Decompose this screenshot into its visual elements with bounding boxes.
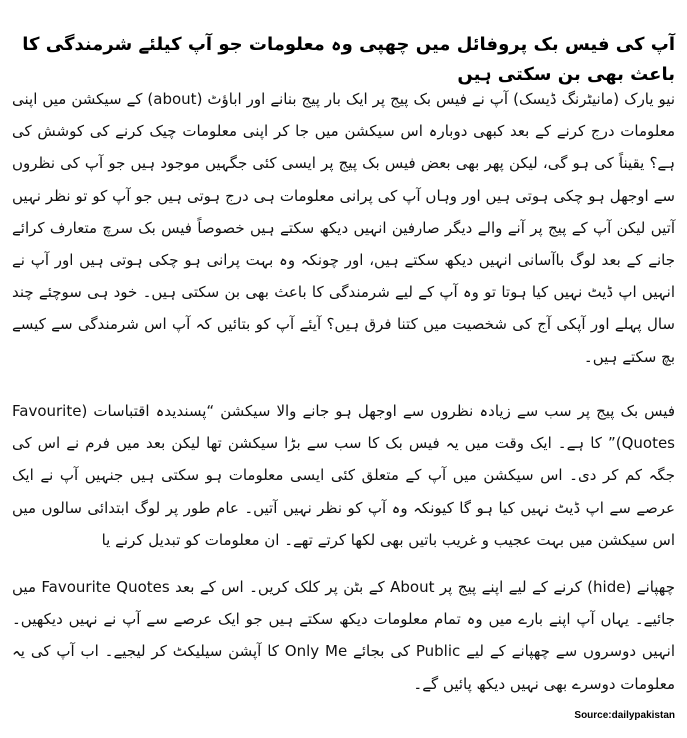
- article: [12, 0, 675, 738]
- source-credit: Source:dailypakistan: [574, 710, 675, 721]
- article-paragraph-1: نیو یارک (مانیٹرنگ ڈیسک) آپ نے فیس بک پیج پر ایک بار پیج بنانے اور اباؤٹ (about) کے سیکشن میں اپنی معلومات درج کرنے کے بعد کبھی دوبارہ اس سیکشن میں جا کر اپنی معلومات چیک کرنے کی کوشش کی ہے؟ یقیناً کی ہو گی، لیکن پھر بھی بعض فیس بک پیج پر ایسی کئی جگہیں موجود ہیں جو آپ کی نظروں سے اوجھل ہو چکی ہوتی ہیں اور وہاں آپ کی پرانی معلومات ہی درج ہوتی ہیں جو آپ کو تو نظر نہیں آتیں لیکن آپ کے پیج پر آنے والے دیگر صارفین انہیں دیکھ سکتے ہیں خصوصاً فیس بک سرچ متعارف کرائے جانے کے بعد لوگ باآسانی انہیں دیکھ سکتے ہیں، اور چونکہ وہ بہت پرانی ہو چکی ہوتی ہیں اور آپ نے انہیں اپ ڈیٹ نہیں کیا ہوتا تو وہ آپ کے لیے شرمندگی کا باعث بھی بن سکتی ہیں۔ خود ہی سوچئے چند سال پہلے اور آپکی آج کی شخصیت میں کتنا فرق ہیں؟ آیئے آپ کو بتائیں کہ آپ اس شرمندگی سے کیسے بچ سکتے ہیں۔: [12, 90, 675, 366]
- article-paragraph-3: چھپانے (hide) کرنے کے لیے اپنے پیج پر About کے بٹن پر کلک کریں۔ اس کے بعد Favourite Quotes میں جائیے۔ یہاں آپ اپنے بارے میں وہ تمام معلومات دیکھ سکتے ہیں جو ایک عرصے سے آپ نے نہیں دیکھیں۔ انہیں دوسروں سے چھپانے کے لیے Public کی بجائے Only Me کا آپشن سیلیکٹ کر لیجیے۔ اب آپ کی یہ معلومات دوسرے بھی نہیں دیکھ پائیں گے۔: [12, 578, 675, 693]
- article-paragraph-2: فیس بک پیج پر سب سے زیادہ نظروں سے اوجھل ہو جانے والا سیکشن “پسندیدہ اقتباسات (Favourite Quotes)” کا ہے۔ ایک وقت میں یہ فیس بک کا سب سے بڑا سیکشن تھا لیکن بعد میں فرم نے اس کی جگہ کم کر دی۔ اس سیکشن میں آپ کے متعلق کئی ایسی معلومات ہو سکتی ہیں جنہیں آپ نے ایک عرصے سے اپ ڈیٹ نہیں کیا ہو گا کیونکہ وہ آپ کو نظر نہیں آتیں۔ عام طور پر لوگ ابتدائی سالوں میں اس سیکشن میں بہت عجیب و غریب باتیں بھی لکھا کرتے تھے۔ ان معلومات کو تبدیل کرنے یا: [12, 402, 675, 549]
- article-headline: آپ کی فیس بک پروفائل میں چھپی وہ معلومات جو آپ کیلئے شرمندگی کا باعث بھی بن سکتی ہیں: [22, 34, 675, 85]
